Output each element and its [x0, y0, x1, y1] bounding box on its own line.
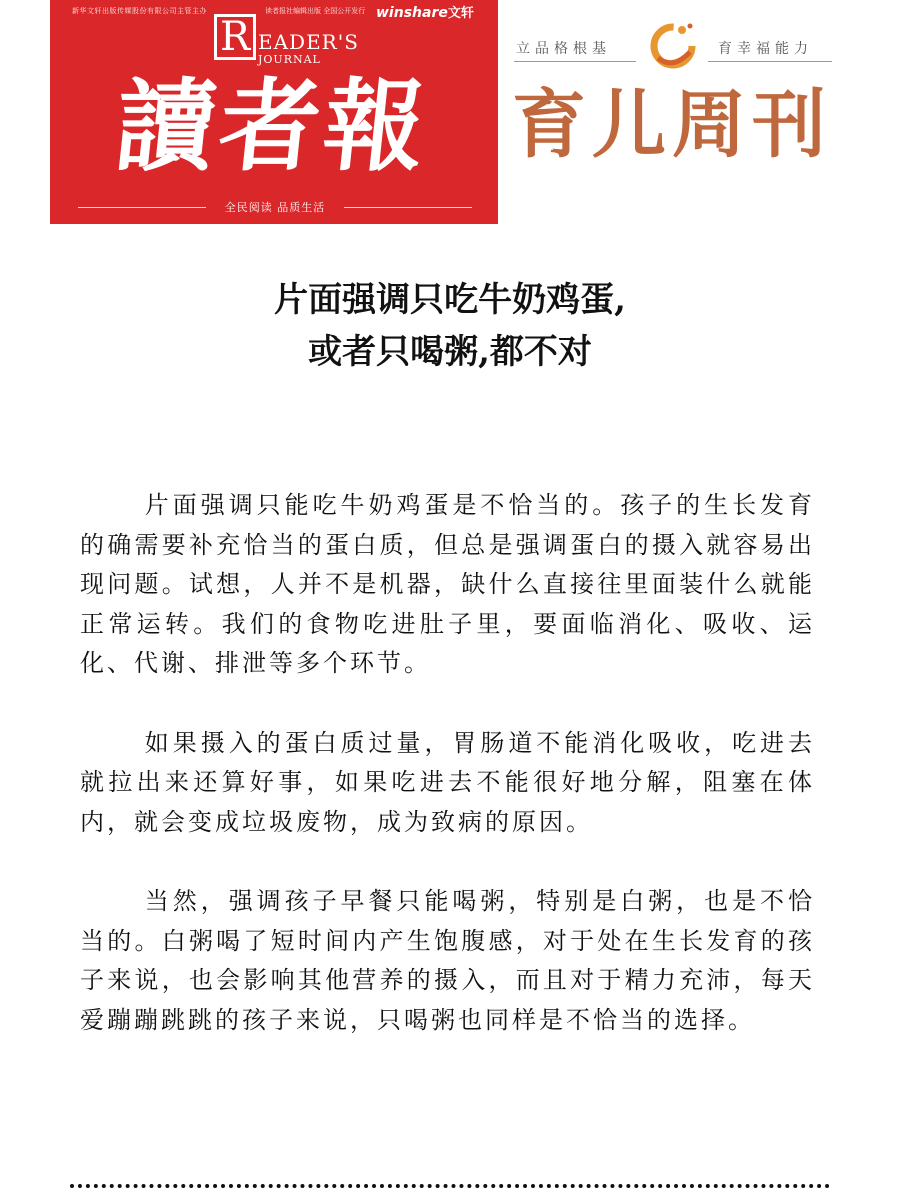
readers-journal-masthead: [50, 0, 498, 224]
parenting-weekly-title: 育儿周刊: [512, 82, 832, 168]
motto-rule-left: [514, 61, 636, 62]
motto-rule-right: [708, 61, 832, 62]
article-paragraph: 如果摄入的蛋白质过量，胃肠道不能消化吸收，吃进去就拉出来还算好事，如果吃进去不能很好地分解，阻塞在体内，就会变成垃圾废物，成为致病的原因。: [80, 728, 815, 836]
article-title-line-2: 或者只喝粥,都不对: [308, 332, 592, 372]
masthead-title: 讀者報: [109, 67, 435, 185]
parenting-weekly-brand: [512, 18, 834, 168]
slogan-rule-right: [344, 207, 472, 208]
article-body: [80, 486, 815, 1080]
sun-swirl-logo-icon: [644, 18, 702, 74]
article-paragraph: 当然，强调孩子早餐只能喝粥，特别是白粥，也是不恰当的。白粥喝了短时间内产生饱腹感，对于处在生长发育的孩子来说，也会影响其他营养的摄入，而且对于精力充沛，每天爱蹦蹦跳跳的孩子来说，只喝粥也同样是不恰当的选择。: [80, 887, 815, 1034]
dotted-divider: [70, 1184, 830, 1188]
motto-left: 立品格根基: [516, 41, 611, 57]
article-title-line-1: 片面强调只吃牛奶鸡蛋,: [274, 280, 626, 320]
publisher-line: 新华文轩出版传媒股份有限公司主管主办: [72, 7, 207, 15]
journal-wordmark: JOURNAL: [258, 53, 321, 66]
winshare-cn: 文轩: [447, 6, 474, 21]
edition-line: 读者报社编辑出版 全国公开发行: [265, 7, 366, 15]
winshare-logo: [376, 2, 474, 21]
article-title: [0, 274, 900, 378]
slogan-rule-left: [78, 207, 206, 208]
masthead-slogan: 全民阅读 品质生活: [224, 201, 326, 214]
readers-wordmark: EADER'S: [258, 30, 359, 54]
motto-right: 育幸福能力: [718, 41, 813, 57]
winshare-brand: winshare: [376, 5, 448, 21]
article-paragraph: 片面强调只能吃牛奶鸡蛋是不恰当的。孩子的生长发育的确需要补充恰当的蛋白质，但总是强调蛋白的摄入就容易出现问题。试想，人并不是机器，缺什么直接往里面装什么就能正常运转。我们的食物吃进肚子里，要面临消化、吸收、运化、代谢、排泄等多个环节。: [80, 491, 815, 677]
readers-r-logo-icon: R: [214, 14, 256, 60]
